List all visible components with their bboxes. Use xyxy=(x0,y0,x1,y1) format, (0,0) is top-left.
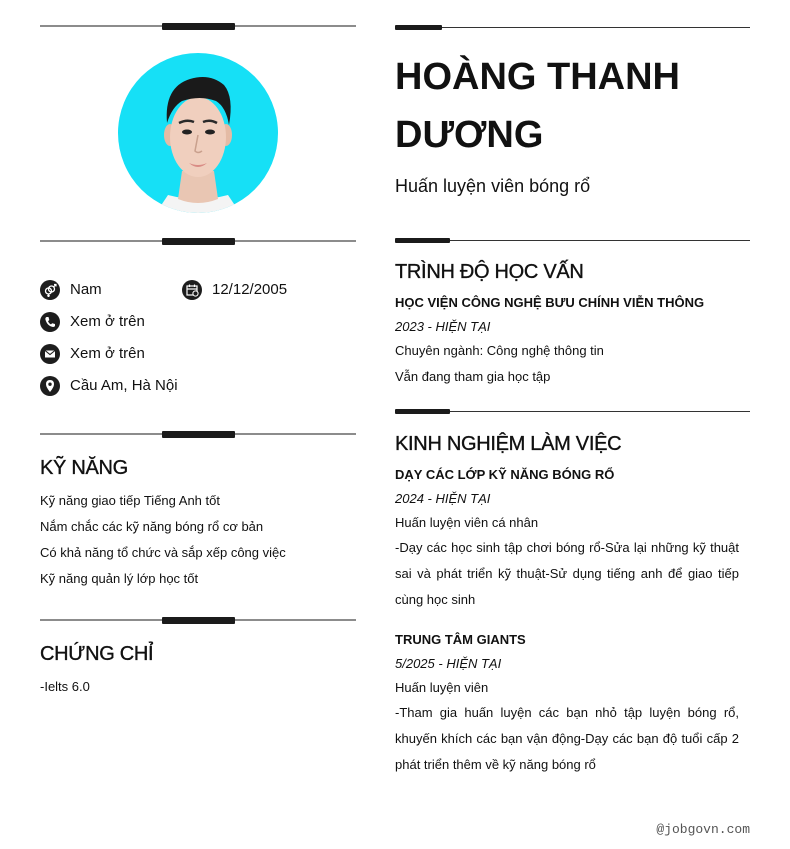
experience-title: KINH NGHIỆM LÀM VIỆC xyxy=(395,433,622,455)
right-divider-experience xyxy=(395,408,750,415)
name-line-2: DƯƠNG xyxy=(395,114,544,156)
gender-icon xyxy=(40,280,60,300)
left-divider-top xyxy=(40,23,356,30)
certificate-item: -Ielts 6.0 xyxy=(40,679,90,694)
skill-item: Có khả năng tổ chức và sắp xếp công việc xyxy=(40,545,286,560)
phone-icon xyxy=(40,312,60,332)
left-divider-3 xyxy=(40,431,356,438)
job-org: TRUNG TÂM GIANTS xyxy=(395,632,526,647)
skill-item: Kỹ năng quản lý lớp học tốt xyxy=(40,571,199,586)
email-icon xyxy=(40,344,60,364)
job-description: -Dạy các học sinh tập chơi bóng rổ-Sửa lại những kỹ thuật sai và phát triển kỹ thuật-Sử dụng tiếng anh để giao tiếp cùng học sinh xyxy=(395,540,739,607)
certificates-title: CHỨNG CHỈ xyxy=(40,643,154,665)
phone-text: Xem ở trên xyxy=(70,313,145,330)
footer-credit: @jobgovn.com xyxy=(656,822,750,837)
profile-photo xyxy=(118,53,278,213)
education-note: Vẫn đang tham gia học tập xyxy=(395,369,551,384)
education-title: TRÌNH ĐỘ HỌC VẤN xyxy=(395,261,584,283)
left-divider-2 xyxy=(40,238,356,245)
birthday-text: 12/12/2005 xyxy=(212,281,288,298)
job-role: Huấn luyện viên xyxy=(395,680,489,695)
education-major: Chuyên ngành: Công nghệ thông tin xyxy=(395,343,604,358)
candidate-name xyxy=(395,48,755,164)
name-line-1: HOÀNG THANH xyxy=(395,56,680,98)
education-period: 2023 - HIỆN TẠI xyxy=(395,319,491,334)
right-divider-top xyxy=(395,24,750,31)
gender-text: Nam xyxy=(70,281,102,298)
address-text: Cầu Am, Hà Nội xyxy=(70,377,178,394)
right-divider-education xyxy=(395,237,750,244)
job-description: -Tham gia huấn luyện các bạn nhỏ tập luyện bóng rổ, khuyến khích các bạn vận động-Dạy các bạn độ tuổi cấp 2 phát triển thêm về kỹ năng bóng rổ xyxy=(395,705,739,772)
skill-item: Kỹ năng giao tiếp Tiếng Anh tốt xyxy=(40,493,220,508)
job-org: DẠY CÁC LỚP KỸ NĂNG BÓNG RỔ xyxy=(395,467,615,482)
job-role: Huấn luyện viên cá nhân xyxy=(395,515,539,530)
avatar xyxy=(118,53,278,213)
job-period: 5/2025 - HIỆN TẠI xyxy=(395,656,502,671)
skills-title: KỸ NĂNG xyxy=(40,457,128,479)
calendar-icon xyxy=(182,280,202,300)
left-divider-4 xyxy=(40,617,356,624)
location-pin-icon xyxy=(40,376,60,396)
education-school: HỌC VIỆN CÔNG NGHỆ BƯU CHÍNH VIỄN THÔNG xyxy=(395,295,705,310)
job-title: Huấn luyện viên bóng rổ xyxy=(395,176,591,196)
skill-item: Nắm chắc các kỹ năng bóng rổ cơ bản xyxy=(40,519,264,534)
job-period: 2024 - HIỆN TẠI xyxy=(395,491,491,506)
email-text: Xem ở trên xyxy=(70,345,145,362)
